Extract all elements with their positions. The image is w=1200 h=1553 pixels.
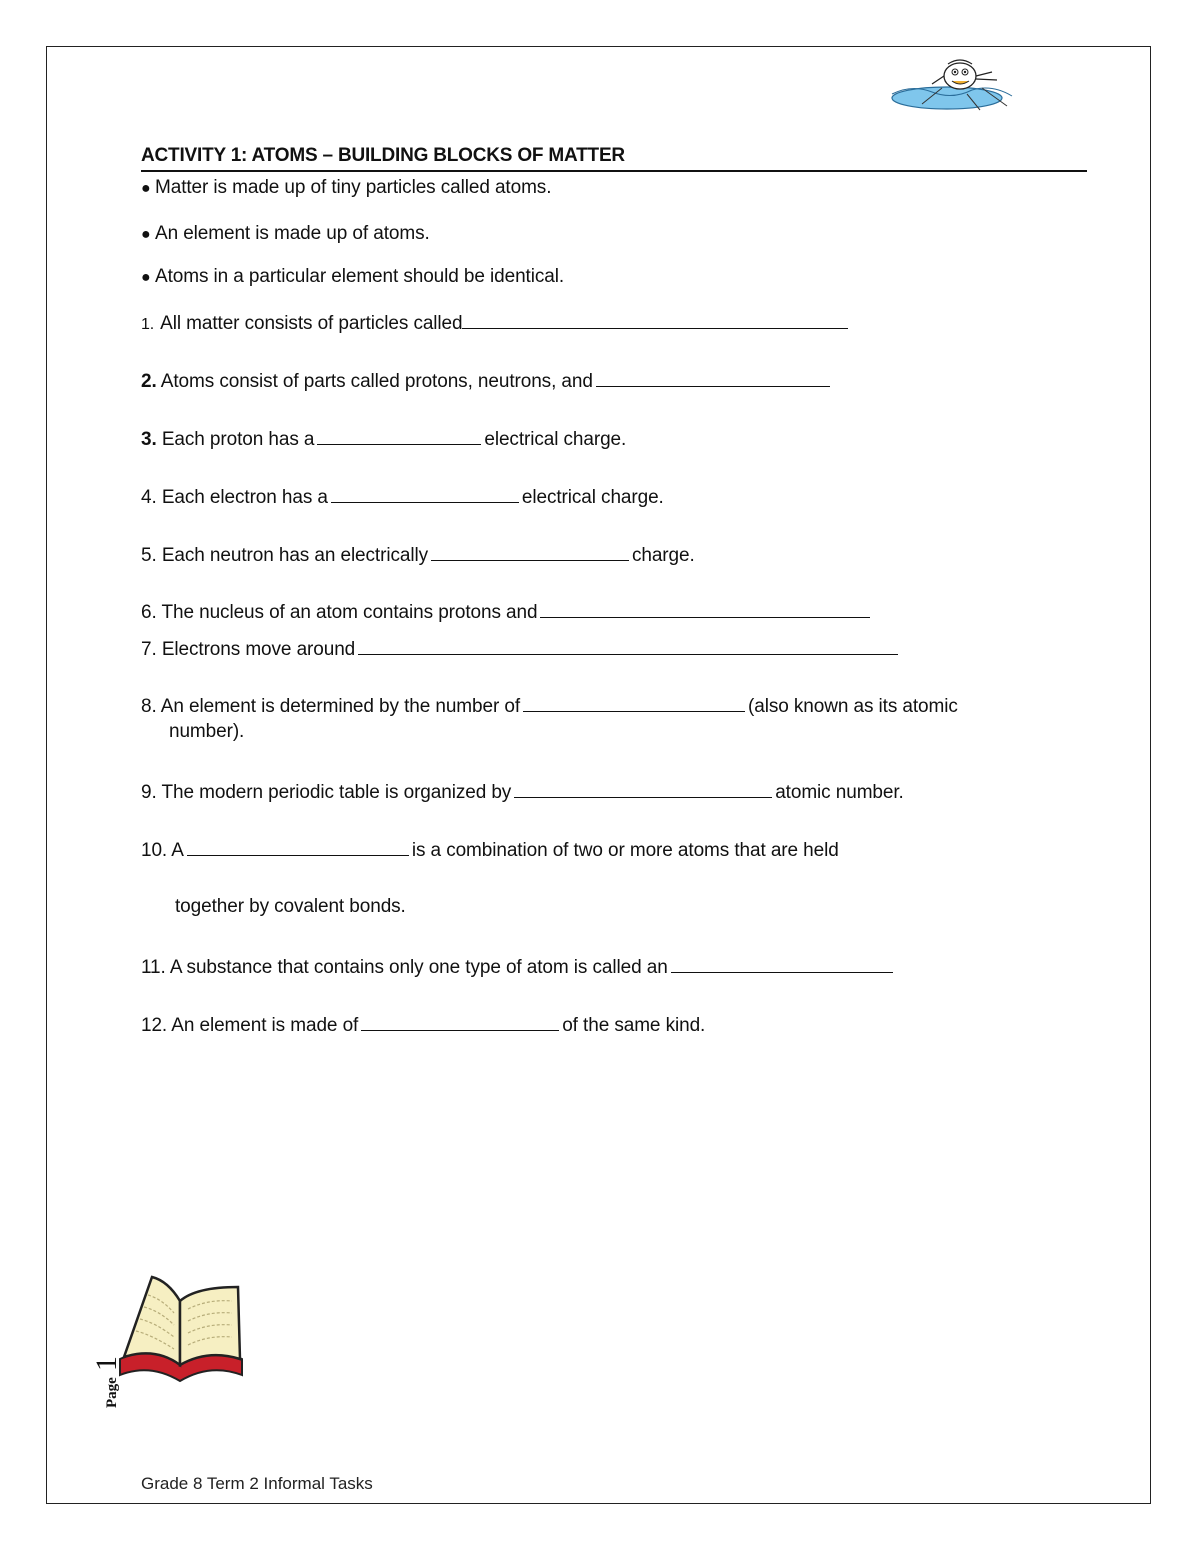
question-number: 2. (141, 371, 157, 392)
answer-blank[interactable] (187, 837, 409, 856)
question-text: The nucleus of an atom contains protons and (161, 602, 538, 623)
answer-blank[interactable] (361, 1012, 559, 1031)
question-number: 4. (141, 487, 157, 508)
answer-blank[interactable] (358, 636, 898, 655)
question-number: 5. (141, 545, 157, 566)
bullet-text: An element is made up of atoms. (155, 223, 430, 244)
question-8-continuation: number). (169, 721, 245, 742)
question-text: Each neutron has an electrically (161, 545, 428, 566)
question-text-after: electrical charge. (484, 429, 627, 450)
question-2 (141, 368, 833, 393)
question-text-after: atomic number. (775, 782, 904, 803)
question-text: The modern periodic table is organized by (161, 782, 512, 803)
answer-blank[interactable] (596, 368, 830, 387)
question-10-continuation: together by covalent bonds. (175, 896, 406, 917)
question-text-after: charge. (631, 545, 695, 566)
question-1 (141, 310, 851, 335)
question-text-after: is a combination of two or more atoms that are held (411, 840, 839, 861)
page-word: Page (104, 1377, 120, 1408)
question-number: 3. (141, 429, 157, 450)
question-text: A (171, 840, 184, 861)
answer-blank[interactable] (462, 310, 848, 329)
question-number: 11. (141, 957, 166, 978)
bullet-text: Atoms in a particular element should be identical. (155, 266, 565, 287)
footer-text: Grade 8 Term 2 Informal Tasks (141, 1474, 373, 1493)
bullet-text: Matter is made up of tiny particles called atoms. (155, 177, 552, 198)
bullet-item (141, 223, 430, 245)
question-9 (141, 779, 904, 804)
question-6 (141, 599, 873, 624)
question-5 (141, 542, 695, 567)
question-7 (141, 636, 901, 661)
bullet-icon: ● (141, 180, 151, 197)
question-text: Each proton has a (161, 429, 315, 450)
question-text: Atoms consist of parts called protons, neutrons, and (160, 371, 593, 392)
question-number: 8. (141, 696, 157, 717)
question-text: An element is determined by the number of (160, 696, 521, 717)
question-number: 9. (141, 782, 157, 803)
question-11 (141, 954, 896, 979)
answer-blank[interactable] (331, 484, 519, 503)
question-3 (141, 426, 626, 451)
question-4 (141, 484, 664, 509)
title-underline (141, 170, 1087, 172)
question-8 (141, 693, 958, 718)
question-text-after: of the same kind. (562, 1015, 706, 1036)
page-number: 1 (90, 1356, 123, 1372)
question-text: All matter consists of particles called (160, 313, 463, 334)
open-book-icon (116, 1273, 246, 1385)
question-12 (141, 1012, 705, 1037)
cartoon-clipart-icon (872, 54, 1032, 116)
bullet-icon: ● (141, 226, 151, 243)
activity-title: ACTIVITY 1: ATOMS – BUILDING BLOCKS OF MATTER (141, 145, 625, 166)
answer-blank[interactable] (540, 599, 870, 618)
question-number: 10. (141, 840, 168, 861)
question-number: 7. (141, 639, 157, 660)
question-text: A substance that contains only one type of atom is called an (169, 957, 668, 978)
bullet-icon: ● (141, 269, 151, 286)
answer-blank[interactable] (317, 426, 481, 445)
page-label (50, 1340, 123, 1410)
answer-blank[interactable] (514, 779, 772, 798)
question-text-after: (also known as its atomic (748, 696, 958, 717)
question-number: 12. (141, 1015, 168, 1036)
question-text: Electrons move around (161, 639, 356, 660)
answer-blank[interactable] (431, 542, 629, 561)
question-text-after: electrical charge. (521, 487, 664, 508)
answer-blank[interactable] (671, 954, 893, 973)
answer-blank[interactable] (523, 693, 745, 712)
question-number: 6. (141, 602, 157, 623)
bullet-item (141, 266, 564, 288)
question-text: Each electron has a (161, 487, 328, 508)
question-number: 1. (141, 316, 155, 333)
question-10 (141, 837, 839, 862)
question-text: An element is made of (171, 1015, 359, 1036)
bullet-item (141, 177, 551, 199)
